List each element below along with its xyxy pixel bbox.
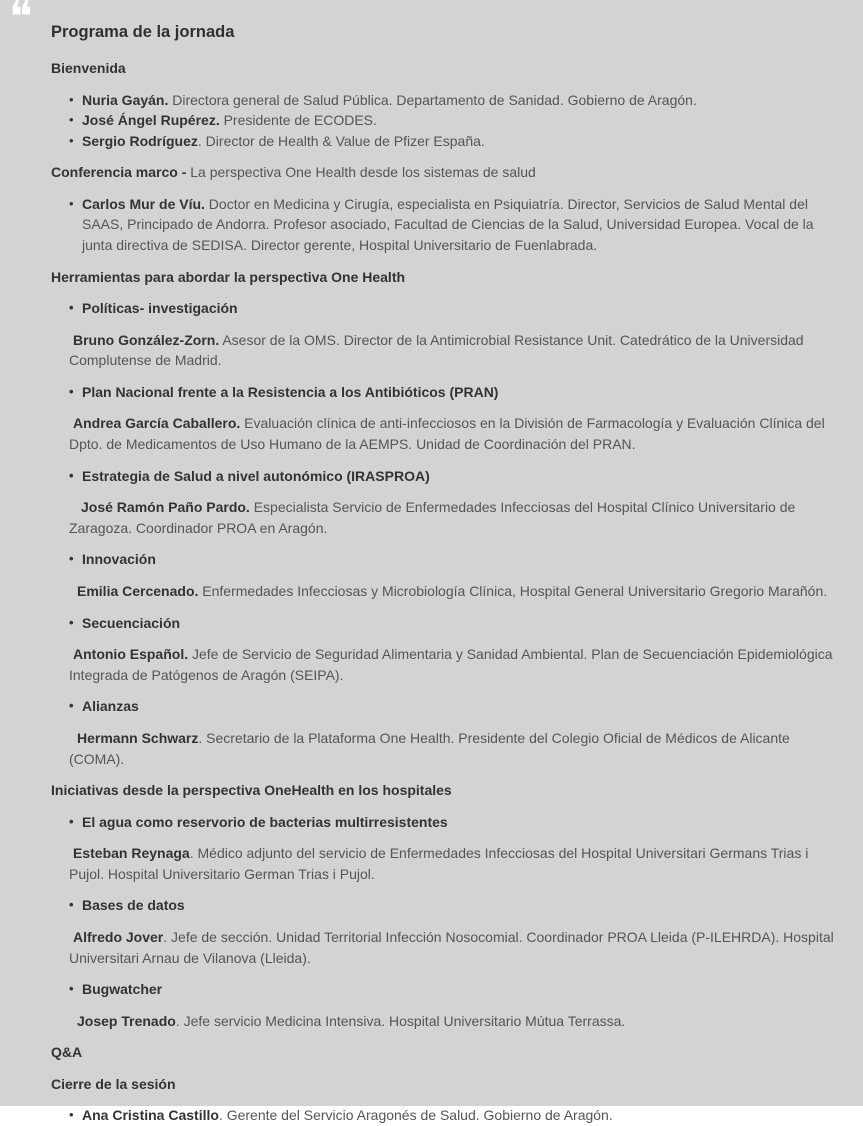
speaker-paragraph [69,644,845,685]
section-heading-label: Iniciativas desde la perspectiva OneHealth en los hospitales [51,782,452,799]
section-heading-tail: La perspectiva One Health desde los sistemas de salud [190,164,536,181]
speaker-name: Hermann Schwarz [77,729,199,746]
section-heading-label: Cierre de la sesión [51,1075,176,1092]
agenda-list [51,90,845,152]
speaker-description: Presidente de ECODES. [219,112,377,129]
speaker-description: . Médico adjunto del servicio de Enfermedades Infecciosas del Hospital Universitari Germans Trias i Pujol. Hospital Universitario German Trias i Pujol. [69,845,809,882]
speaker-paragraph [69,581,845,602]
speaker-paragraph [69,330,845,371]
program-body [51,58,845,1126]
section-heading [51,780,845,801]
agenda-list [51,1105,845,1126]
topic-item: • Estrategia de Salud a nivel autonómico (IRASPROA) [82,466,845,487]
quote-icon: ❝ [9,0,33,43]
topic-item: • Bugwatcher [82,979,845,1000]
speaker-description: . Jefe de sección. Unidad Territorial Infección Nosocomial. Coordinador PROA Lleida (P-ILEHRDA). Hospital Universitari Arnau de Vilanova (Lleida). [69,929,834,966]
topic-list [51,613,845,634]
section-heading-label: Q&A [51,1044,83,1061]
speaker-paragraph [69,927,845,968]
topic-item: • Políticas- investigación [82,298,845,319]
speaker-name: Nuria Gayán. [82,91,169,108]
section-heading [51,58,845,79]
section-heading [51,1042,845,1063]
agenda-item [82,194,845,256]
topic-list [51,549,845,570]
speaker-description: Directora general de Salud Pública. Departamento de Sanidad. Gobierno de Aragón. [168,91,697,108]
topic-list [51,466,845,487]
section-heading-label: Conferencia marco - [51,164,191,181]
speaker-paragraph [69,413,845,454]
speaker-paragraph [69,843,845,884]
speaker-description: Enfermedades Infecciosas y Microbiología Clínica, Hospital General Universitario Gregorio Marañón. [198,583,828,599]
topic-item: • Alianzas [82,696,845,717]
section-heading [51,1074,845,1095]
speaker-name: Josep Trenado [77,1012,176,1029]
speaker-paragraph [69,497,845,538]
topic-list [51,382,845,403]
topic-item: • Bases de datos [82,895,845,916]
speaker-description: Asesor de la OMS. Director de la Antimicrobial Resistance Unit. Catedrático de la Universidad Complutense de Madrid. [69,331,804,369]
topic-item: • El agua como reservorio de bacterias multirresistentes [82,812,845,833]
agenda-item [82,90,845,111]
speaker-name: José Ramón Paño Pardo. [81,499,250,516]
page-title: Programa de la jornada [51,23,235,41]
speaker-paragraph [69,728,845,769]
topic-item: • Innovación [82,549,845,570]
speaker-paragraph [69,1011,845,1032]
section-heading [51,162,845,183]
speaker-name: Andrea García Caballero. [73,415,241,432]
speaker-name: Carlos Mur de Víu. [82,195,205,212]
speaker-description: . Director de Health & Value de Pfizer España. [197,132,485,149]
speaker-name: Bruno González-Zorn. [73,331,220,348]
topic-item: • Plan Nacional frente a la Resistencia a los Antibióticos (PRAN) [82,382,845,403]
topic-list [51,979,845,1000]
speaker-name: Ana Cristina Castillo [82,1107,219,1124]
section-heading-label: Bienvenida [51,60,126,76]
agenda-item [82,110,845,131]
agenda-list [51,194,845,256]
section-heading-label: Herramientas para abordar la perspectiva One Health [51,268,406,285]
agenda-item [82,131,845,152]
section-heading [51,267,845,288]
topic-list [51,696,845,717]
speaker-name: Alfredo Jover [73,929,164,946]
agenda-item [82,1105,845,1126]
speaker-description: Jefe de Servicio de Seguridad Alimentaria y Sanidad Ambiental. Plan de Secuenciación Epidemiológica Integrada de Patógenos de Aragón (SEIPA). [69,646,833,683]
speaker-name: Esteban Reynaga [73,845,190,862]
speaker-description: . Jefe servicio Medicina Intensiva. Hospital Universitario Mútua Terrassa. [175,1012,626,1029]
topic-list [51,895,845,916]
topic-list [51,812,845,833]
speaker-name: José Ángel Rupérez. [82,112,220,129]
speaker-description: Evaluación clínica de anti-infecciosos en la División de Farmacología y Evaluación Clínica del Dpto. de Medicamentos de Uso Humano de la AEMPS. Unidad de Coordinación del PRAN. [69,415,825,453]
speaker-description: . Gerente del Servicio Aragonés de Salud. Gobierno de Aragón. [218,1107,613,1124]
speaker-name: Antonio Español. [73,646,189,663]
topic-list [51,298,845,319]
speaker-description: Doctor en Medicina y Cirugía, especialista en Psiquiatría. Director, Servicios de Salud Mental del SAAS, Principado de Andorra. Profesor asociado, Facultad de Ciencias de la Salud, Universidad Europea. Vocal de la junta directiva de SEDISA. Director gerente, Hospital Universitario de Fuenlabrada. [82,195,814,253]
speaker-description: . Secretario de la Plataforma One Health. Presidente del Colegio Oficial de Médicos de Alicante (COMA). [69,729,790,767]
speaker-name: Sergio Rodríguez [82,132,198,149]
speaker-description: Especialista Servicio de Enfermedades Infecciosas del Hospital Clínico Universitario de Zaragoza. Coordinador PROA en Aragón. [69,499,796,536]
topic-item: • Secuenciación [82,613,845,634]
speaker-name: Emilia Cercenado. [77,583,199,599]
